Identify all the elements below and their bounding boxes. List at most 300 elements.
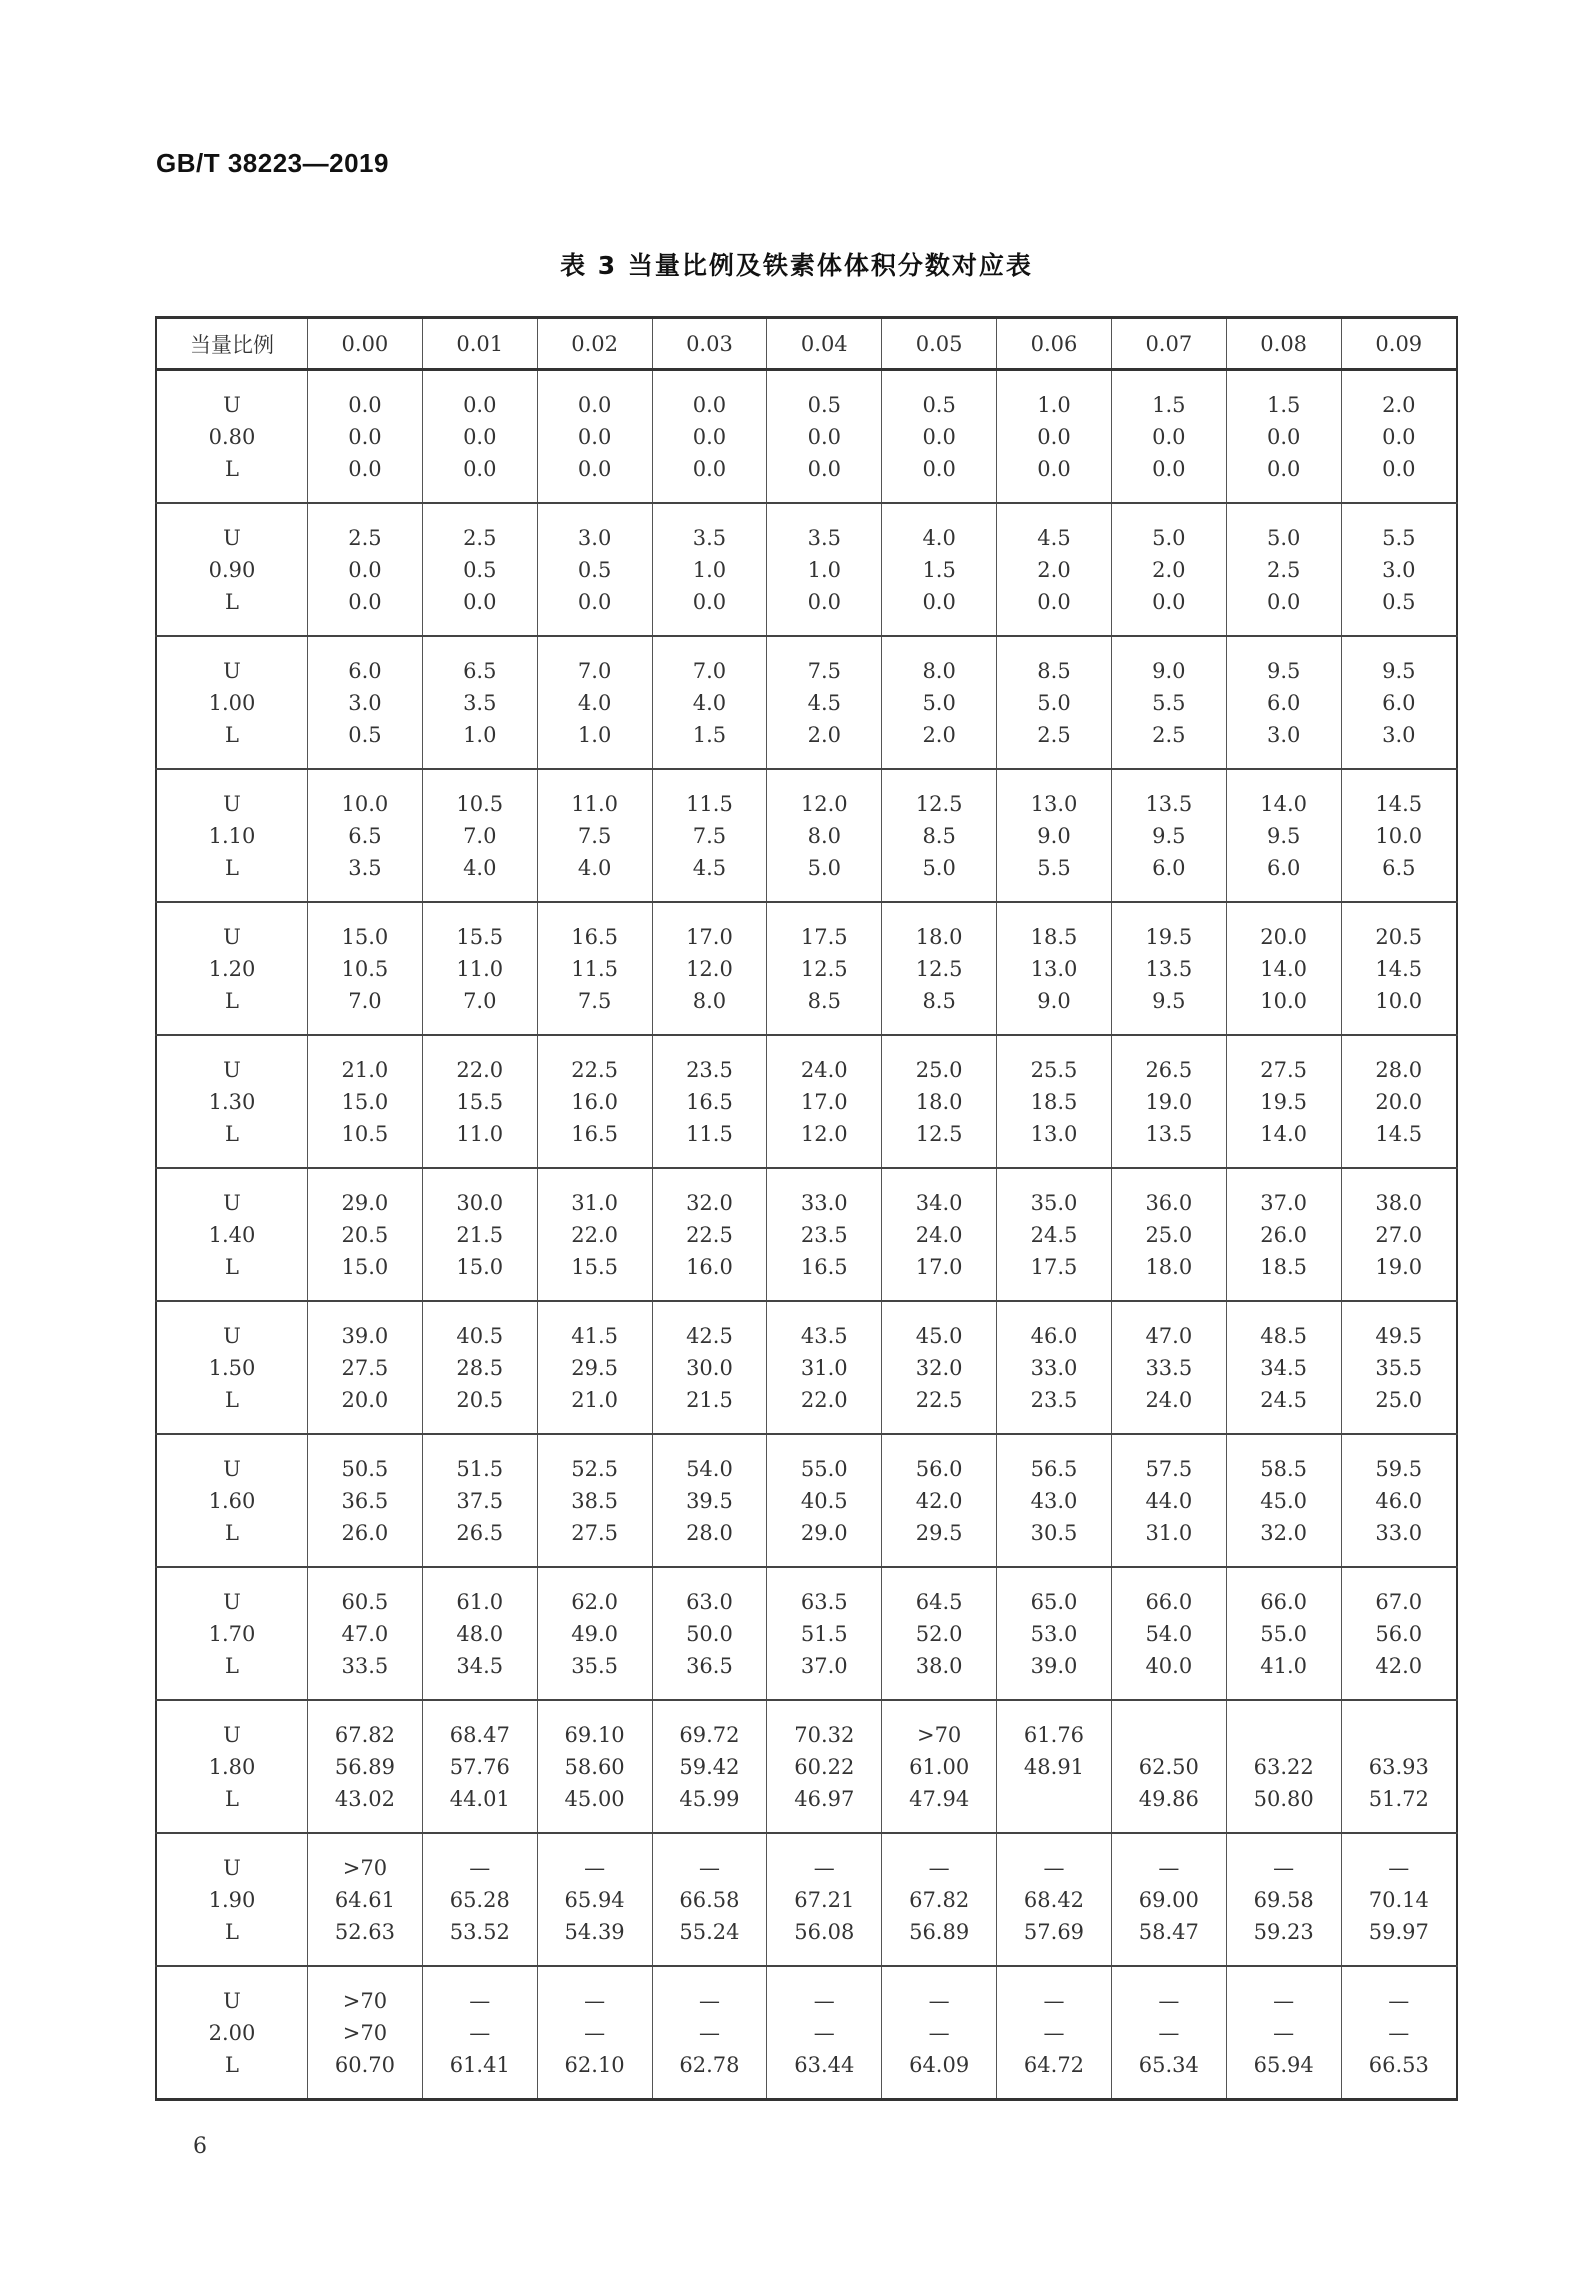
- ratio-label-cell: [156, 1567, 308, 1700]
- value-cell: [997, 1434, 1112, 1567]
- table-row-group: [156, 1301, 1457, 1434]
- value-cell: [997, 1567, 1112, 1700]
- upper-value: 12.5: [915, 791, 963, 816]
- mid-value: 25.0: [1145, 1222, 1193, 1247]
- mid-value: 23.5: [800, 1222, 848, 1247]
- value-cell: [882, 1035, 997, 1168]
- mid-value: 3.5: [463, 690, 497, 715]
- value-cell: [652, 1035, 767, 1168]
- mid-value: 6.0: [1266, 690, 1301, 715]
- table-row-group: [156, 1567, 1457, 1700]
- mid-value: —: [584, 2020, 606, 2045]
- mid-value: 34.5: [1260, 1355, 1308, 1380]
- mid-value: 33.0: [1030, 1355, 1078, 1380]
- upper-value: —: [469, 1988, 491, 2013]
- upper-value: 56.0: [915, 1456, 963, 1481]
- upper-value: 21.0: [341, 1057, 389, 1082]
- value-cell: [422, 769, 537, 902]
- lower-value: 52.63: [334, 1919, 395, 1944]
- value-cell: [882, 1434, 997, 1567]
- upper-value: —: [469, 1855, 491, 1880]
- mid-value: —: [928, 2020, 950, 2045]
- value-cell: [997, 503, 1112, 636]
- upper-value: 17.0: [686, 924, 733, 949]
- ratio-label-cell: [156, 1035, 308, 1168]
- mid-value: 27.5: [341, 1355, 389, 1380]
- value-cell: [1341, 1434, 1457, 1567]
- lower-value: 0.0: [463, 589, 497, 614]
- value-cell: [1341, 503, 1457, 636]
- value-cell: [997, 902, 1112, 1035]
- table-row-group: [156, 636, 1457, 769]
- lower-value: 39.0: [1030, 1653, 1078, 1678]
- value-cell: [308, 1035, 423, 1168]
- upper-value: 57.5: [1145, 1456, 1193, 1481]
- upper-value: —: [698, 1988, 720, 2013]
- upper-value: >70: [916, 1722, 962, 1747]
- mid-value: 7.5: [577, 823, 612, 848]
- upper-value: 32.0: [686, 1190, 733, 1215]
- lower-value: 0.0: [692, 456, 727, 481]
- lower-label: L: [225, 1653, 239, 1678]
- upper-value: 34.0: [915, 1190, 963, 1215]
- lower-value: 3.5: [348, 855, 382, 880]
- value-cell: [422, 1567, 537, 1700]
- lower-value: 13.5: [1145, 1121, 1193, 1146]
- lower-value: 22.0: [800, 1387, 848, 1412]
- lower-value: 0.0: [1037, 589, 1071, 614]
- lower-value: 8.0: [692, 988, 727, 1013]
- lower-value: 5.0: [922, 855, 956, 880]
- upper-value: >70: [342, 1855, 388, 1880]
- ratio-label-cell: [156, 769, 308, 902]
- upper-value: 13.5: [1145, 791, 1193, 816]
- lower-value: 1.5: [692, 722, 727, 747]
- value-cell: [1111, 1833, 1226, 1966]
- upper-value: 47.0: [1145, 1323, 1193, 1348]
- table-row-group: [156, 1966, 1457, 2100]
- mid-value: 48.0: [456, 1621, 504, 1646]
- mid-value: 6.5: [348, 823, 382, 848]
- value-cell: [422, 1434, 537, 1567]
- value-cell: [652, 636, 767, 769]
- lower-value: 16.0: [686, 1254, 733, 1279]
- table-header-row: [156, 318, 1457, 370]
- upper-value: 6.5: [463, 658, 497, 683]
- ratio-label-cell: [156, 503, 308, 636]
- upper-value: 51.5: [456, 1456, 504, 1481]
- lower-value: 0.0: [463, 456, 497, 481]
- lower-label: L: [225, 1121, 239, 1146]
- value-cell: [308, 370, 423, 504]
- lower-label: L: [225, 1520, 239, 1545]
- lower-value: 20.5: [456, 1387, 504, 1412]
- mid-value: 1.0: [807, 557, 841, 582]
- value-cell: [1226, 636, 1341, 769]
- value-cell: [308, 1966, 423, 2100]
- value-cell: [1111, 1168, 1226, 1301]
- lower-value: 30.5: [1030, 1520, 1078, 1545]
- mid-value: 43.0: [1030, 1488, 1078, 1513]
- lower-value: 0.0: [1266, 456, 1301, 481]
- upper-value: —: [584, 1988, 606, 2013]
- value-cell: [1111, 1301, 1226, 1434]
- value-cell: [882, 1966, 997, 2100]
- lower-value: 5.0: [807, 855, 841, 880]
- lower-value: 34.5: [456, 1653, 504, 1678]
- ratio-value: 0.90: [208, 557, 256, 582]
- lower-value: 7.5: [577, 988, 612, 1013]
- ratio-label-cell: [156, 1434, 308, 1567]
- lower-value: 2.5: [1152, 722, 1186, 747]
- lower-value: 59.23: [1253, 1919, 1314, 1944]
- lower-value: 3.0: [1266, 722, 1301, 747]
- lower-value: 1.0: [577, 722, 612, 747]
- value-cell: [882, 1833, 997, 1966]
- mid-value: 50.0: [686, 1621, 733, 1646]
- value-cell: [537, 1833, 652, 1966]
- upper-label: U: [223, 1722, 241, 1747]
- mid-value: 19.5: [1260, 1089, 1308, 1114]
- lower-value: 8.5: [807, 988, 841, 1013]
- value-cell: [1341, 902, 1457, 1035]
- mid-value: 0.5: [577, 557, 612, 582]
- value-cell: [308, 1700, 423, 1833]
- value-cell: [308, 1434, 423, 1567]
- mid-value: 0.0: [1266, 424, 1301, 449]
- upper-value: —: [928, 1855, 950, 1880]
- upper-value: —: [584, 1855, 606, 1880]
- mid-value: 15.0: [341, 1089, 389, 1114]
- value-cell: [767, 1833, 882, 1966]
- lower-value: 55.24: [679, 1919, 740, 1944]
- ratio-label-cell: [156, 1833, 308, 1966]
- mid-value: —: [698, 2020, 720, 2045]
- upper-value: 39.0: [341, 1323, 389, 1348]
- value-cell: [422, 1833, 537, 1966]
- upper-label: U: [223, 658, 241, 683]
- lower-value: 7.0: [463, 988, 497, 1013]
- upper-value: 11.5: [686, 791, 733, 816]
- mid-value: 67.82: [909, 1887, 970, 1912]
- value-cell: [1341, 1567, 1457, 1700]
- lower-value: 6.5: [1382, 855, 1416, 880]
- mid-value: 52.0: [915, 1621, 963, 1646]
- mid-value: >70: [342, 2020, 388, 2045]
- lower-value: 15.5: [571, 1254, 618, 1279]
- table-title: 表 3 当量比例及铁素体体积分数对应表: [560, 251, 1033, 280]
- upper-value: 0.0: [577, 392, 612, 417]
- upper-value: 62.0: [571, 1589, 618, 1614]
- ratio-label-cell: [156, 1168, 308, 1301]
- table-row-group: [156, 1434, 1457, 1567]
- lower-value: 45.00: [564, 1786, 625, 1811]
- upper-value: 68.47: [449, 1722, 510, 1747]
- mid-value: 22.5: [686, 1222, 733, 1247]
- upper-label: U: [223, 525, 241, 550]
- lower-value: 8.5: [922, 988, 956, 1013]
- mid-value: 29.5: [571, 1355, 618, 1380]
- table-row-group: [156, 370, 1457, 504]
- value-cell: [882, 503, 997, 636]
- lower-value: 25.0: [1375, 1387, 1423, 1412]
- upper-label: U: [223, 1855, 241, 1880]
- table-row-group: [156, 1700, 1457, 1833]
- mid-value: 51.5: [800, 1621, 848, 1646]
- mid-value: 8.0: [807, 823, 841, 848]
- lower-value: 17.0: [915, 1254, 963, 1279]
- lower-value: 0.5: [348, 722, 382, 747]
- mid-value: —: [1043, 2020, 1065, 2045]
- ratio-value: 1.20: [208, 956, 256, 981]
- lower-value: 56.89: [909, 1919, 970, 1944]
- upper-value: [1112, 1719, 1226, 1751]
- mid-value: 11.0: [456, 956, 504, 981]
- mid-value: 21.5: [456, 1222, 504, 1247]
- upper-value: 38.0: [1375, 1190, 1423, 1215]
- mid-value: 0.0: [1152, 424, 1186, 449]
- lower-value: 64.09: [909, 2052, 970, 2077]
- lower-value: 42.0: [1375, 1653, 1423, 1678]
- value-cell: [537, 503, 652, 636]
- lower-value: 0.0: [922, 589, 956, 614]
- upper-value: 45.0: [915, 1323, 963, 1348]
- upper-value: [1342, 1719, 1456, 1751]
- upper-value: 12.0: [800, 791, 848, 816]
- mid-value: 69.58: [1253, 1887, 1314, 1912]
- table-row-group: [156, 1833, 1457, 1966]
- value-cell: [767, 1966, 882, 2100]
- upper-value: —: [1388, 1988, 1410, 2013]
- upper-value: —: [1043, 1988, 1065, 2013]
- upper-value: 26.5: [1145, 1057, 1193, 1082]
- value-cell: [1226, 1966, 1341, 2100]
- value-cell: [997, 636, 1112, 769]
- mid-value: 49.0: [571, 1621, 618, 1646]
- mid-value: 22.0: [571, 1222, 618, 1247]
- upper-value: 58.5: [1260, 1456, 1308, 1481]
- upper-value: 25.5: [1030, 1057, 1078, 1082]
- lower-label: L: [225, 1254, 239, 1279]
- upper-value: 40.5: [456, 1323, 504, 1348]
- value-cell: [882, 902, 997, 1035]
- upper-value: 2.0: [1382, 392, 1416, 417]
- lower-value: 0.0: [577, 589, 612, 614]
- value-cell: [308, 769, 423, 902]
- lower-value: 0.0: [1152, 456, 1186, 481]
- column-header: 0.00: [308, 318, 423, 370]
- value-cell: [767, 636, 882, 769]
- lower-value: 49.86: [1138, 1786, 1199, 1811]
- mid-value: 65.28: [449, 1887, 510, 1912]
- mid-value: 16.0: [571, 1089, 618, 1114]
- value-cell: [997, 1168, 1112, 1301]
- value-cell: [652, 902, 767, 1035]
- mid-value: 48.91: [1023, 1754, 1085, 1779]
- value-cell: [422, 1301, 537, 1434]
- value-cell: [1341, 1833, 1457, 1966]
- lower-value: 36.5: [686, 1653, 733, 1678]
- upper-value: —: [1158, 1988, 1180, 2013]
- value-cell: [1341, 636, 1457, 769]
- ratio-label-cell: [156, 1700, 308, 1833]
- value-cell: [1341, 1035, 1457, 1168]
- lower-value: 54.39: [564, 1919, 625, 1944]
- value-cell: [652, 370, 767, 504]
- value-cell: [997, 370, 1112, 504]
- mid-value: 65.94: [564, 1887, 625, 1912]
- mid-value: 56.0: [1375, 1621, 1423, 1646]
- mid-value: 4.0: [577, 690, 612, 715]
- mid-value: 68.42: [1023, 1887, 1085, 1912]
- ratio-value: 2.00: [208, 2020, 256, 2045]
- mid-value: 53.0: [1030, 1621, 1078, 1646]
- column-header: 0.09: [1341, 318, 1457, 370]
- upper-label: U: [223, 924, 241, 949]
- upper-value: 4.0: [922, 525, 956, 550]
- mid-value: 56.89: [334, 1754, 395, 1779]
- lower-value: 10.0: [1260, 988, 1308, 1013]
- mid-value: 60.22: [794, 1754, 855, 1779]
- mid-value: 19.0: [1145, 1089, 1193, 1114]
- mid-value: 40.5: [800, 1488, 848, 1513]
- lower-value: 29.0: [800, 1520, 848, 1545]
- lower-label: L: [225, 2052, 239, 2077]
- upper-value: 25.0: [915, 1057, 963, 1082]
- upper-value: —: [1158, 1855, 1180, 1880]
- upper-value: 5.0: [1152, 525, 1186, 550]
- value-cell: [1226, 1434, 1341, 1567]
- mid-value: 4.0: [692, 690, 727, 715]
- upper-value: 0.5: [807, 392, 841, 417]
- lower-value: 3.0: [1382, 722, 1416, 747]
- lower-value: 12.5: [915, 1121, 963, 1146]
- ratio-label-cell: [156, 1301, 308, 1434]
- upper-value: 37.0: [1260, 1190, 1308, 1215]
- column-header: 0.03: [652, 318, 767, 370]
- lower-value: 33.5: [341, 1653, 389, 1678]
- lower-value: 47.94: [909, 1786, 970, 1811]
- value-cell: [1341, 1301, 1457, 1434]
- ratio-label-cell: [156, 1966, 308, 2100]
- value-cell: [997, 1833, 1112, 1966]
- mid-value: 42.0: [915, 1488, 963, 1513]
- mid-value: 37.5: [456, 1488, 504, 1513]
- lower-value: 62.78: [679, 2052, 740, 2077]
- upper-value: 49.5: [1375, 1323, 1423, 1348]
- upper-value: 70.32: [794, 1722, 855, 1747]
- column-header-ratio: 当量比例: [156, 318, 308, 370]
- table-row-group: [156, 503, 1457, 636]
- lower-value: 0.0: [577, 456, 612, 481]
- page-number: 6: [193, 2134, 207, 2159]
- value-cell: [422, 1035, 537, 1168]
- lower-value: 0.0: [1382, 456, 1416, 481]
- lower-label: L: [225, 722, 239, 747]
- mid-value: —: [1158, 2020, 1180, 2045]
- lower-value: 0.0: [348, 456, 382, 481]
- column-header: 0.08: [1226, 318, 1341, 370]
- ratio-value: 1.30: [208, 1089, 256, 1114]
- mid-value: 6.0: [1382, 690, 1416, 715]
- value-cell: [652, 1567, 767, 1700]
- column-header: 0.02: [537, 318, 652, 370]
- value-cell: [652, 1833, 767, 1966]
- upper-value: 27.5: [1260, 1057, 1308, 1082]
- lower-value: 7.0: [348, 988, 382, 1013]
- value-cell: [308, 1567, 423, 1700]
- lower-value: 44.01: [449, 1786, 510, 1811]
- mid-value: 0.0: [692, 424, 727, 449]
- value-cell: [652, 1168, 767, 1301]
- ratio-value: 1.50: [208, 1355, 256, 1380]
- upper-value: —: [1273, 1855, 1295, 1880]
- mid-value: 10.5: [341, 956, 389, 981]
- lower-value: 60.70: [334, 2052, 395, 2077]
- mid-value: 14.0: [1260, 956, 1308, 981]
- lower-label: L: [225, 988, 239, 1013]
- upper-value: 46.0: [1030, 1323, 1078, 1348]
- lower-value: 16.5: [800, 1254, 848, 1279]
- table-row-group: [156, 1035, 1457, 1168]
- upper-value: 19.5: [1145, 924, 1193, 949]
- mid-value: 61.00: [909, 1754, 970, 1779]
- lower-value: 6.0: [1152, 855, 1186, 880]
- upper-value: 63.5: [800, 1589, 848, 1614]
- lower-value: 9.5: [1152, 988, 1186, 1013]
- upper-value: 24.0: [800, 1057, 848, 1082]
- upper-value: 30.0: [456, 1190, 504, 1215]
- upper-value: 10.5: [456, 791, 504, 816]
- upper-value: 13.0: [1030, 791, 1078, 816]
- mid-value: 70.14: [1368, 1887, 1429, 1912]
- upper-value: 36.0: [1145, 1190, 1193, 1215]
- value-cell: [652, 1700, 767, 1833]
- value-cell: [537, 1966, 652, 2100]
- lower-value: 0.0: [807, 456, 841, 481]
- lower-value: 14.5: [1375, 1121, 1423, 1146]
- mid-value: 16.5: [686, 1089, 733, 1114]
- mid-value: 64.61: [334, 1887, 395, 1912]
- lower-value: 19.0: [1375, 1254, 1423, 1279]
- lower-value: 2.5: [1037, 722, 1071, 747]
- upper-label: U: [223, 1057, 241, 1082]
- lower-value: 2.0: [807, 722, 841, 747]
- lower-value: 20.0: [341, 1387, 389, 1412]
- value-cell: [1111, 902, 1226, 1035]
- mid-value: 0.0: [348, 424, 382, 449]
- table-row-group: [156, 902, 1457, 1035]
- mid-value: 9.5: [1266, 823, 1301, 848]
- upper-value: 41.5: [571, 1323, 618, 1348]
- value-cell: [767, 370, 882, 504]
- upper-value: 15.5: [456, 924, 504, 949]
- lower-value: 2.0: [922, 722, 956, 747]
- mid-value: 2.0: [1037, 557, 1071, 582]
- value-cell: [882, 1168, 997, 1301]
- mid-value: 35.5: [1375, 1355, 1423, 1380]
- lower-value: 6.0: [1266, 855, 1301, 880]
- upper-value: 52.5: [571, 1456, 618, 1481]
- upper-value: >70: [342, 1988, 388, 2013]
- mid-value: 3.0: [1382, 557, 1416, 582]
- upper-label: U: [223, 392, 241, 417]
- mid-value: 9.0: [1037, 823, 1071, 848]
- lower-value: 64.72: [1023, 2052, 1085, 2077]
- ratio-label-cell: [156, 636, 308, 769]
- upper-value: 33.0: [800, 1190, 848, 1215]
- value-cell: [882, 769, 997, 902]
